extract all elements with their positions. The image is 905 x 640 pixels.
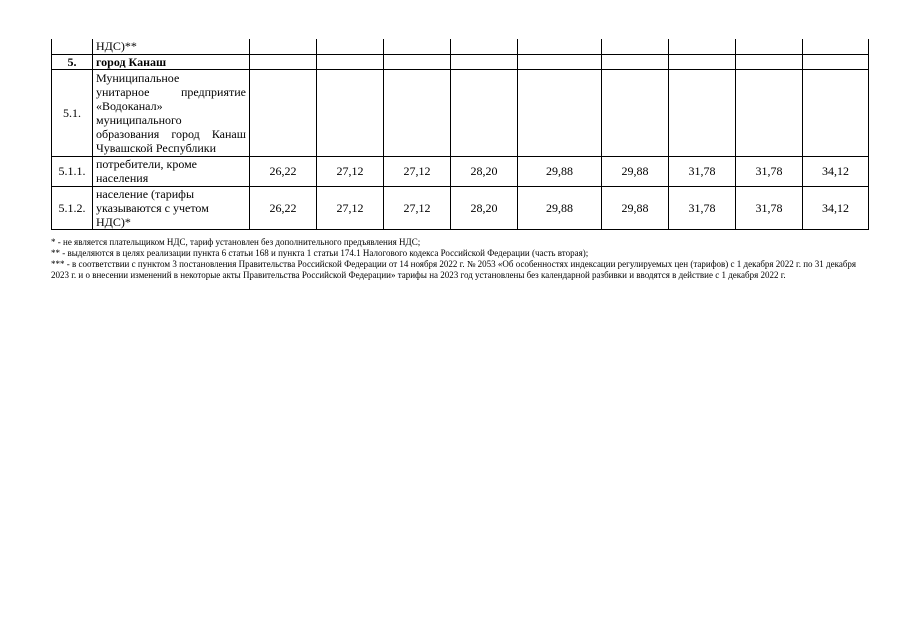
row-label: [93, 156, 250, 186]
row-number: 5.1.2.: [52, 186, 93, 229]
table-cell: [384, 39, 451, 54]
table-cell: [518, 69, 602, 156]
tariff-value: 28,20: [451, 156, 518, 186]
table-cell: [451, 54, 518, 69]
table-cell: [451, 39, 518, 54]
tariff-value: 34,12: [803, 186, 869, 229]
table-cell-label: НДС)**: [93, 39, 250, 54]
tariff-value: 27,12: [317, 156, 384, 186]
tariff-value: 29,88: [518, 186, 602, 229]
tariff-value: 34,12: [803, 156, 869, 186]
table-row-section: [52, 54, 869, 69]
table-cell: [602, 39, 669, 54]
table-cell: [384, 69, 451, 156]
section-number: 5.: [52, 54, 93, 69]
tariff-value: 26,22: [250, 156, 317, 186]
table-row-organization: [52, 69, 869, 156]
table-cell-num: [52, 39, 93, 54]
footnote: ** - выделяются в целях реализации пункта 6 статьи 168 и пункта 1 статьи 174.1 Налогового кодекса Российской Федерации (часть вторая);: [51, 248, 589, 258]
table-cell: [669, 54, 736, 69]
org-line: «Водоканал»: [96, 98, 163, 113]
table-cell: [384, 54, 451, 69]
table-cell: [250, 54, 317, 69]
row-number: 5.1.1.: [52, 156, 93, 186]
tariff-value: 29,88: [602, 156, 669, 186]
row-label-line: население (тарифы: [96, 186, 195, 201]
tariff-table: [51, 39, 869, 230]
tariff-value: 27,12: [317, 186, 384, 229]
row-label-line: населения: [96, 171, 149, 185]
organization-name: [93, 69, 250, 156]
table-cell: [669, 69, 736, 156]
row-label-line: потребители, кроме: [96, 157, 198, 171]
row-number: 5.1.: [52, 69, 93, 156]
footnotes: [51, 237, 866, 281]
table-cell: [317, 39, 384, 54]
table-cell: [736, 69, 803, 156]
table-row-continued: [52, 39, 869, 54]
org-line: унитарное предприятие: [96, 84, 246, 99]
footnote: *** - в соответствии с пунктом 3 постановления Правительства Российской Федерации от 14 ноября 2022 г. № 2053 «Об особенностях индексации регулируемых цен (тарифов) с 1 декабря 2022 г. по 31 декабря 2023 г. и о внесении изменений в некоторые акты Правительства Российской Федерации» тарифы на 2023 год установлены без календарной разбивки и вводятся в действие с 1 декабря 2022 г.: [51, 259, 857, 280]
tariff-value: 27,12: [384, 156, 451, 186]
table-row: [52, 156, 869, 186]
table-cell: [317, 69, 384, 156]
footnote: * - не является плательщиком НДС, тариф установлен без дополнительного предъявления НДС;: [51, 237, 421, 247]
org-line: муниципального: [96, 112, 182, 127]
table-cell: [250, 69, 317, 156]
table-cell: [518, 54, 602, 69]
table-row: [52, 186, 869, 229]
tariff-value: 26,22: [250, 186, 317, 229]
table-cell: [451, 69, 518, 156]
tariff-value: 31,78: [736, 156, 803, 186]
row-label-line: указываются с учетом: [96, 200, 209, 215]
tariff-value: 29,88: [602, 186, 669, 229]
org-line: Муниципальное: [96, 70, 180, 85]
table-cell: [602, 54, 669, 69]
tariff-value: 31,78: [669, 156, 736, 186]
org-line: Чувашской Республики: [96, 140, 217, 155]
table-cell: [518, 39, 602, 54]
row-label-line: НДС)*: [96, 214, 131, 229]
table-cell: [250, 39, 317, 54]
section-title: город Канаш: [93, 54, 250, 69]
tariff-value: 28,20: [451, 186, 518, 229]
table-cell: [736, 54, 803, 69]
tariff-value: 31,78: [736, 186, 803, 229]
tariff-value: 29,88: [518, 156, 602, 186]
table-cell: [803, 39, 869, 54]
row-label: [93, 186, 250, 229]
tariff-value: 27,12: [384, 186, 451, 229]
tariff-value: 31,78: [669, 186, 736, 229]
table-cell: [736, 39, 803, 54]
table-cell: [803, 54, 869, 69]
table-cell: [317, 54, 384, 69]
table-cell: [669, 39, 736, 54]
table-cell: [803, 69, 869, 156]
org-line: образования город Канаш: [96, 126, 246, 141]
table-cell: [602, 69, 669, 156]
